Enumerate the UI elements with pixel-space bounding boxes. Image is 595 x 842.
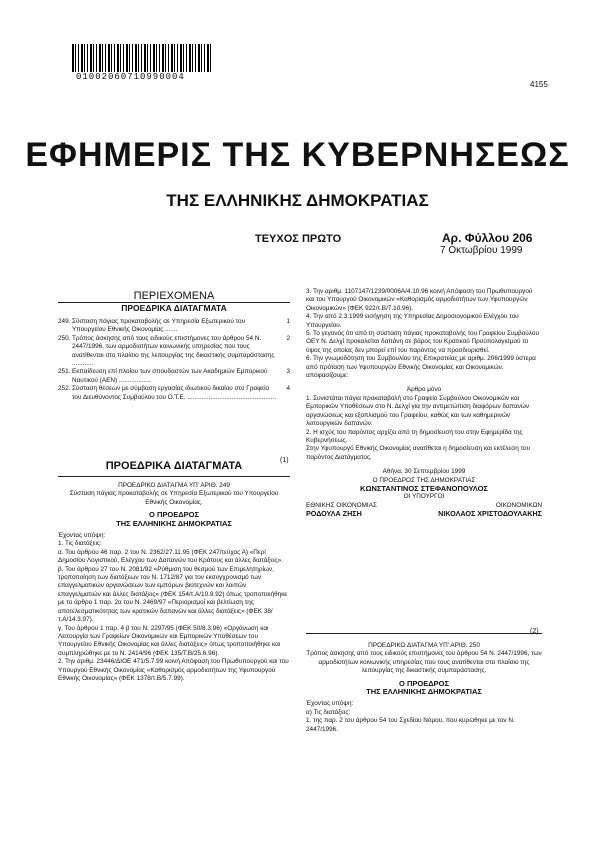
toc-item-page: 1	[286, 318, 290, 325]
toc-item[interactable]	[58, 335, 290, 369]
toc-item-text: Τρόπος άσκησης από τους ειδικούς επιστήμονες του άρθρου 54 Ν. 2447/1996, των αρμοδιοτήτων κοινωνικής υπηρεσίας που τους ανατίθενται στο πλαίσιο της λειτουργίας της δικαστικής συμπαράστασης ............	[72, 334, 275, 368]
toc-item[interactable]	[58, 385, 290, 402]
issue-series: ΤΕΥΧΟΣ ΠΡΩΤΟ	[255, 233, 342, 245]
toc-item[interactable]	[58, 368, 290, 385]
minister-role: ΟΙΚΟΝΟΜΙΚΩΝ	[495, 501, 542, 509]
decree-marker: (1)	[280, 457, 289, 464]
decree-subject: Σύσταση πάγιας προκαταβολής σε Υπηρεσία Εξωτερικού του Υπουργείου Εθνικής Οικονομίας.	[69, 490, 279, 506]
toc-item-page: 2	[286, 334, 290, 342]
recital: α. Του άρθρου 46 παρ. 2 του Ν. 2362/27.11.95 (ΦΕΚ 247/τεύχος Α) «Περί Δημοσίου Λογιστικού, Ελέγχου των Δαπανών του Κράτους και άλλες διατάξεις».	[58, 548, 283, 565]
toc-item-page: 3	[286, 368, 290, 376]
sheet-number: Αρ. Φύλλου 206	[442, 231, 533, 245]
recital: 6. Την γνωμοδότηση του Συμβουλίου της Επικρατείας με αριθμ. 206/1999 ύστερα από πρόταση των Υφυπουργών Εθνικής Οικονομίας και Οικονομικών, αποφασίζουμε:	[306, 355, 536, 380]
article-heading: Άρθρο μόνο	[406, 386, 442, 394]
president-label: Ο ΠΡΟΕΔΡΟΣ ΤΗΣ ΔΗΜΟΚΡΑΤΙΑΣ	[372, 476, 476, 484]
gazette-subtitle: ΤΗΣ ΕΛΛΗΝΙΚΗΣ ΔΗΜΟΚΡΑΤΙΑΣ	[166, 191, 429, 210]
toc-subheading: ΠΡΟΕΔΡΙΚΑ ΔΙΑΤΑΓΜΑΤΑ	[121, 303, 227, 313]
decree-249	[58, 482, 290, 683]
decree-title: ΠΡΟΕΔΡΙΚΟ ΔΙΑΤΑΓΜΑ ΥΠ' ΑΡΙΘ. 249	[118, 482, 230, 489]
issue-date: 7 Οκτωβρίου 1999	[440, 245, 523, 256]
minister-names	[306, 510, 542, 518]
place-date: Αθήνα, 30 Σεπτεμβρίου 1999	[382, 468, 466, 476]
gazette-title: ΕΦΗΜΕΡΙΣ ΤΗΣ ΚΥΒΕΡΝΗΣΕΩΣ	[25, 136, 570, 174]
barcode	[72, 44, 212, 72]
recital: 2. Την αριθμ. 23446/ΔΙΟΕ 471/5.7.99 κοινή Απόφαση του Πρωθυπουργού και του Υπουργού Εθνικής Οικονομίας «Καθορισμός αρμοδιοτήτων της Υφυπουργού Εθνικής Οικονομίας» (ΦΕΚ 1378/τ.Β/5.7.99).	[58, 658, 289, 682]
republic-name: ΤΗΣ ΕΛΛΗΝΙΚΗΣ ΔΗΜΟΚΡΑΤΙΑΣ	[366, 687, 482, 697]
having-regard: Έχοντας υπόψη:	[58, 532, 106, 540]
having-regard: Έχοντας υπόψη:	[306, 700, 354, 708]
toc-item-text: Σύσταση θέσεων με σύμβαση εργασίας ιδιωτικού δικαίου στο Γραφείο του Διευθύνοντος Συμβούλου του Ο.Τ.Ε. ..................................................	[72, 385, 277, 401]
toc-item[interactable]	[58, 318, 290, 335]
section-rule	[58, 476, 290, 477]
recital: 4. Την από 2.3.1999 εισήγηση της Υπηρεσίας Δημοσιονομικού Ελέγχου του Υπουργείου.	[306, 313, 519, 329]
decree-subject: Τρόπος άσκησης από τους ειδικούς επιστήμονες του άρθρου 54 Ν. 2447/1996, των αρμοδιοτήτων κοινωνικής υπηρεσίας που τους ανατίθενται στο πλαίσιο της λειτουργίας της δικαστικής συμπαράστασης.	[306, 650, 542, 675]
recital: β. Του άρθρου 27 του Ν. 2081/92 «Ρύθμιση του θεσμού των Επιμελητηρίων, τροποποίηση των διατάξεων του Ν. 1712/87 για τον εκσυγχρονισμό των επαγγελματικών οργανώσεων των εμπόρων βιοτεχνών και λοιπών επαγγελματιών και άλλες διατάξεις» (ΦΕΚ 154/τ.Α/10.9.92) όπως τροποποιήθηκε με το άρθρο 1 παρ. 2α του Ν. 2469/97 «Περιορισμοί και βελτίωση της αποτελεσματικότητας των κρατικών δαπανών και άλλες διατάξεις» (ΦΕΚ 38/τ.Α/14.3.97).	[58, 565, 288, 624]
president-name: ΚΩΝΣΤΑΝΤΙΝΟΣ ΣΤΕΦΑΝΟΠΟΥΛΟΣ	[360, 483, 488, 493]
decree-marker: (2)	[530, 628, 539, 635]
page-number: 4155	[530, 80, 548, 89]
toc-item-text: Εκπαίδευση επί πλοίου των σπουδαστών των Ακαδημιών Εμπορικού Ναυτικού (ΑΕΝ) ..................	[72, 368, 268, 384]
article-paragraph: Στην Υφυπουργό Εθνικής Οικονομίας ανατίθεται η δημοσίευση και εκτέλεση του παρόντος Διατάγματος.	[306, 445, 531, 461]
president-title: Ο ΠΡΟΕΔΡΟΣ	[399, 678, 449, 688]
toc-heading: ΠΕΡΙΕΧΟΜΕΝΑ	[133, 290, 215, 302]
toc-item-number: 250.	[58, 334, 71, 342]
minister-name: ΝΙΚΟΛΑΟΣ ΧΡΙΣΤΟΔΟΥΛΑΚΗΣ	[438, 509, 542, 519]
toc-list	[58, 318, 290, 402]
toc-item-number: 249.	[58, 318, 71, 325]
toc-item-page: 4	[286, 385, 290, 393]
point-1: 1. Τις διατάξεις:	[58, 540, 102, 548]
toc-item-number: 252.	[58, 385, 71, 393]
recital: γ. Του άρθρου 1 παρ. 4 β του Ν. 2297/95 (ΦΕΚ 50/8.3.96) «Οργάνωση και Λειτουργία των Γραφείων Οικονομικών και Εμπορικών Υποθέσεων του Υπουργείου Εθνικής Οικονομίας και άλλες διατάξεις» όπως τροποποιήθηκε και συμπληρώθηκε με το Ν. 2414/96 (ΦΕΚ 135/Τ.Β/25.6.96).	[58, 624, 281, 657]
ministers-label: ΟΙ ΥΠΟΥΡΓΟΙ	[403, 493, 445, 501]
minister-name: ΡΟΔΟΥΛΑ ΖΗΣΗ	[306, 509, 362, 519]
president-title: Ο ΠΡΟΕΔΡΟΣ	[149, 510, 199, 520]
minister-role: ΕΘΝΙΚΗΣ ΟΙΚΟΝΟΜΙΑΣ	[306, 501, 377, 509]
toc-item-text: Σύσταση πάγιας προκαταβολής σε Υπηρεσία Εξωτερικού του Υπουργείου Εθνικής Οικονομίας .......	[72, 318, 246, 334]
recital: 5. Το γεγονός ότι από τη σύσταση πάγιας προκαταβολής του Γραφείου Συμβούλου ΟΕΥ Ν. Δελχί προκαλείται δαπάνη σε βάρος του Κρατικού Προϋπολογισμού το ύψος της οποίας δεν μπορεί επί του παρόντος να προσδιορισθεί.	[306, 330, 539, 354]
decree-separator	[306, 633, 542, 634]
toc-item-number: 251.	[58, 368, 71, 376]
recital: 3. Την αριθμ. 1107147/1239/0006Α/4.10.96 κοινή Απόφαση του Πρωθυπουργού και του Υπουργού Οικονομικών «Καθορισμός αρμοδιοτήτων των Υφυπουργών Οικονομικών» (ΦΕΚ 922/τ.Β/7.10.96).	[306, 288, 533, 312]
point-a1: 1. της παρ. 2 του άρθρου 54 του Σχεδίου Νόμου, που κυρώθηκε με τον Ν. 2447/1996.	[306, 717, 515, 733]
section-heading: ΠΡΟΕΔΡΙΚΑ ΔΙΑΤΑΓΜΑΤΑ	[105, 460, 243, 472]
article-paragraph: 2. Η ισχύς του παρόντος αρχίζει από τη δημοσίευσή του στην Εφημερίδα της Κυβερνήσεως.	[306, 428, 523, 444]
barcode-number: 01002060710990004	[76, 72, 185, 82]
decree-title: ΠΡΟΕΔΡΙΚΟ ΔΙΑΤΑΓΜΑ ΥΠ' ΑΡΙΘ. 250	[368, 642, 480, 649]
point-a: α) Τις διατάξεις:	[306, 708, 351, 716]
decree-249-continued	[306, 288, 542, 519]
republic-name: ΤΗΣ ΕΛΛΗΝΙΚΗΣ ΔΗΜΟΚΡΑΤΙΑΣ	[116, 518, 232, 528]
article-paragraph: 1. Συνιστάται πάγια προκαταβολή στο Γραφείο Συμβούλου Οικονομικών και Εμπορικών Υποθέσεων στο Ν. Δελχί για την αντιμετώπιση διαφόρων δαπανών οργανώσεως και εξοπλισμού του Γραφείου, καθώς και των καθημερινών λειτουργικών δαπανών.	[306, 394, 530, 428]
decree-250	[306, 642, 542, 734]
